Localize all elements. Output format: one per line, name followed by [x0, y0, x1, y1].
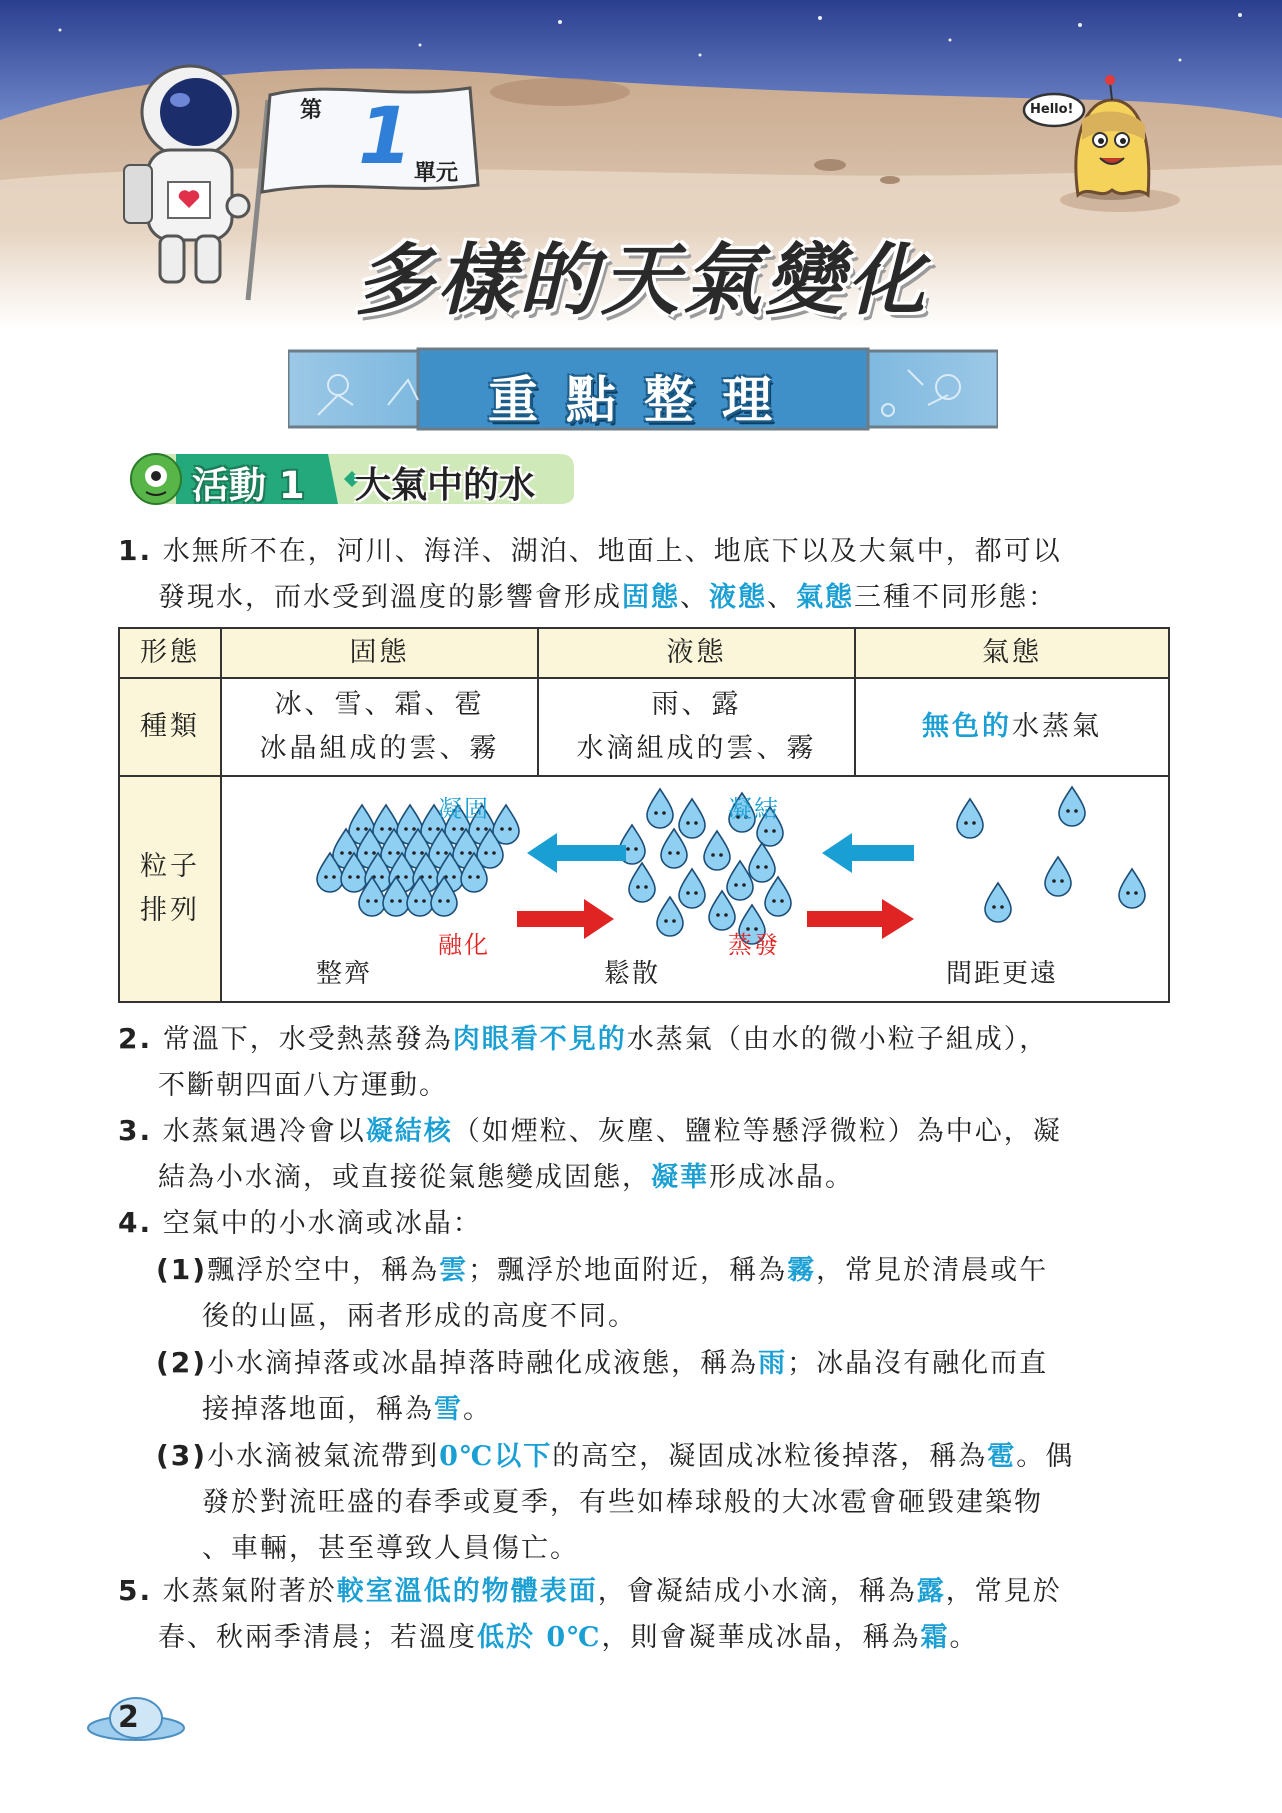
page-title: 多樣的天氣變化 — [355, 236, 930, 326]
text-line: 三種不同形態： — [854, 582, 1057, 613]
text-line: 水蒸氣（由水的微小粒子組成）， — [626, 1024, 1049, 1055]
paragraph-4 — [118, 1200, 1178, 1572]
solid-types-line: 冰晶組成的雲、霧 — [259, 733, 500, 764]
keyword-liquid: 液態 — [709, 582, 767, 613]
header-liquid: 液態 — [539, 629, 854, 677]
keyword: 霜 — [920, 1622, 950, 1653]
text-line: ，常見於 — [945, 1576, 1062, 1607]
item-number: 4. — [118, 1206, 153, 1239]
freeze-label: 凝固 — [438, 795, 490, 823]
activity-title: 大氣中的水 — [355, 465, 536, 506]
item-number: 3. — [118, 1114, 153, 1147]
row-label-line: 排列 — [140, 895, 200, 926]
text-line: 的高空，凝固成冰粒後掉落，稱為 — [552, 1441, 988, 1472]
freeze-arrow — [527, 833, 626, 873]
activity-label: 活動 1 — [192, 464, 305, 507]
banner-label: 重點整理 — [488, 371, 800, 429]
evaporate-label: 蒸發 — [728, 931, 780, 959]
text-line: 小水滴被氣流帶到 — [207, 1441, 440, 1472]
text-line: 發於對流旺盛的春季或夏季，有些如棒球般的大冰雹會砸毀建築物 — [202, 1487, 1043, 1518]
flag-suffix: 單元 — [414, 161, 459, 186]
keyword-gas: 氣態 — [796, 582, 854, 613]
sub-item-number: (1) — [156, 1253, 208, 1286]
keyword: 雪 — [434, 1394, 463, 1425]
keyword: 凝華 — [651, 1162, 709, 1193]
text-line: 水蒸氣附著於 — [162, 1576, 337, 1607]
text-line: 形成冰晶。 — [709, 1162, 854, 1193]
separator: 、 — [680, 582, 709, 613]
text-line: 、車輛，甚至導致人員傷亡。 — [202, 1533, 579, 1564]
far-caption: 間距更遠 — [946, 959, 1059, 989]
paragraph-3 — [118, 1108, 1178, 1201]
melt-label: 融化 — [438, 931, 490, 959]
hello-speech-bubble: Hello! — [1030, 102, 1074, 117]
text-line: 發現水，而水受到溫度的影響會形成 — [158, 582, 622, 613]
keyword: 雨 — [758, 1348, 788, 1379]
keyword: 0℃以下 — [439, 1441, 553, 1472]
condense-arrow — [822, 833, 914, 873]
text-line: 結為小水滴，或直接從氣態變成固態， — [158, 1162, 651, 1193]
evaporate-arrow — [807, 899, 914, 939]
water-states-table — [118, 627, 1170, 1003]
text-line: 。 — [463, 1394, 492, 1425]
chapter-header — [0, 0, 1282, 330]
text-line: 接掉落地面，稱為 — [202, 1394, 434, 1425]
melt-arrow — [517, 899, 614, 939]
loose-caption: 鬆散 — [604, 959, 661, 989]
text-line: （如煙粒、灰塵、鹽粒等懸浮微粒）為中心，凝 — [452, 1116, 1062, 1147]
text-line: 飄浮於空中，稱為 — [207, 1255, 440, 1286]
keyword: 低於 0℃ — [477, 1622, 602, 1653]
keyword: 凝結核 — [365, 1116, 453, 1147]
text-line: ，則會凝華成冰晶，稱為 — [601, 1622, 921, 1653]
text-line: ，會凝結成小水滴，稱為 — [597, 1576, 917, 1607]
sub-item-number: (2) — [156, 1346, 208, 1379]
keyword: 霧 — [787, 1255, 817, 1286]
text-line: 水無所不在，河川、海洋、湖泊、地面上、地底下以及大氣中，都可以 — [162, 536, 1062, 567]
header-gas: 氣態 — [856, 629, 1168, 677]
separator: 、 — [767, 582, 796, 613]
solid-types — [222, 679, 537, 775]
liquid-types-line: 雨、露 — [651, 689, 742, 720]
item-number: 5. — [118, 1574, 153, 1607]
text-line: 水蒸氣遇冷會以 — [162, 1116, 366, 1147]
neat-caption: 整齊 — [316, 959, 373, 989]
text-line: 不斷朝四面八方運動。 — [158, 1070, 448, 1101]
paragraph-5 — [118, 1568, 1178, 1661]
gas-types-text: 水蒸氣 — [1012, 711, 1102, 742]
header-solid: 固態 — [222, 629, 537, 677]
text-line: 空氣中的小水滴或冰晶： — [162, 1208, 482, 1239]
row-label-particles — [120, 777, 220, 1001]
liquid-types-line: 水滴組成的雲、霧 — [576, 733, 817, 764]
gas-particles — [957, 787, 1145, 922]
text-line: ；冰晶沒有融化而直 — [787, 1348, 1049, 1379]
item-number: 2. — [118, 1022, 153, 1055]
text-line: 小水滴掉落或冰晶掉落時融化成液態，稱為 — [207, 1348, 759, 1379]
paragraph-2 — [118, 1016, 1178, 1109]
keyword: 雲 — [439, 1255, 469, 1286]
keyword: 雹 — [987, 1441, 1017, 1472]
keyword: 肉眼看不見的 — [452, 1024, 627, 1055]
unit-number: 1 — [358, 92, 413, 182]
text-line: ；飄浮於地面附近，稱為 — [468, 1255, 788, 1286]
text-line: 後的山區，兩者形成的高度不同。 — [202, 1301, 637, 1332]
page-number: 2 — [118, 1700, 139, 1735]
header-form: 形態 — [120, 629, 220, 677]
text-line: 春、秋兩季清晨；若溫度 — [158, 1622, 477, 1653]
condense-label: 凝結 — [728, 795, 780, 823]
keyword-solid: 固態 — [622, 582, 680, 613]
sub-item-number: (3) — [156, 1439, 208, 1472]
paragraph-1 — [118, 528, 1178, 621]
gas-types — [856, 679, 1168, 775]
text-line: ，常見於清晨或午 — [816, 1255, 1049, 1286]
row-label-line: 粒子 — [140, 851, 200, 882]
solid-types-line: 冰、雪、霜、雹 — [274, 689, 485, 720]
row-label-type: 種類 — [120, 679, 220, 775]
text-line: 常溫下，水受熱蒸發為 — [162, 1024, 453, 1055]
item-number: 1. — [118, 534, 153, 567]
keyword: 較室溫低的物體表面 — [336, 1576, 598, 1607]
liquid-types — [539, 679, 854, 775]
keyword: 露 — [916, 1576, 946, 1607]
gas-types-highlight: 無色的 — [922, 711, 1012, 742]
text-line: 。 — [949, 1622, 979, 1653]
flag-prefix: 第 — [300, 98, 323, 123]
text-line: 。偶 — [1016, 1441, 1075, 1472]
